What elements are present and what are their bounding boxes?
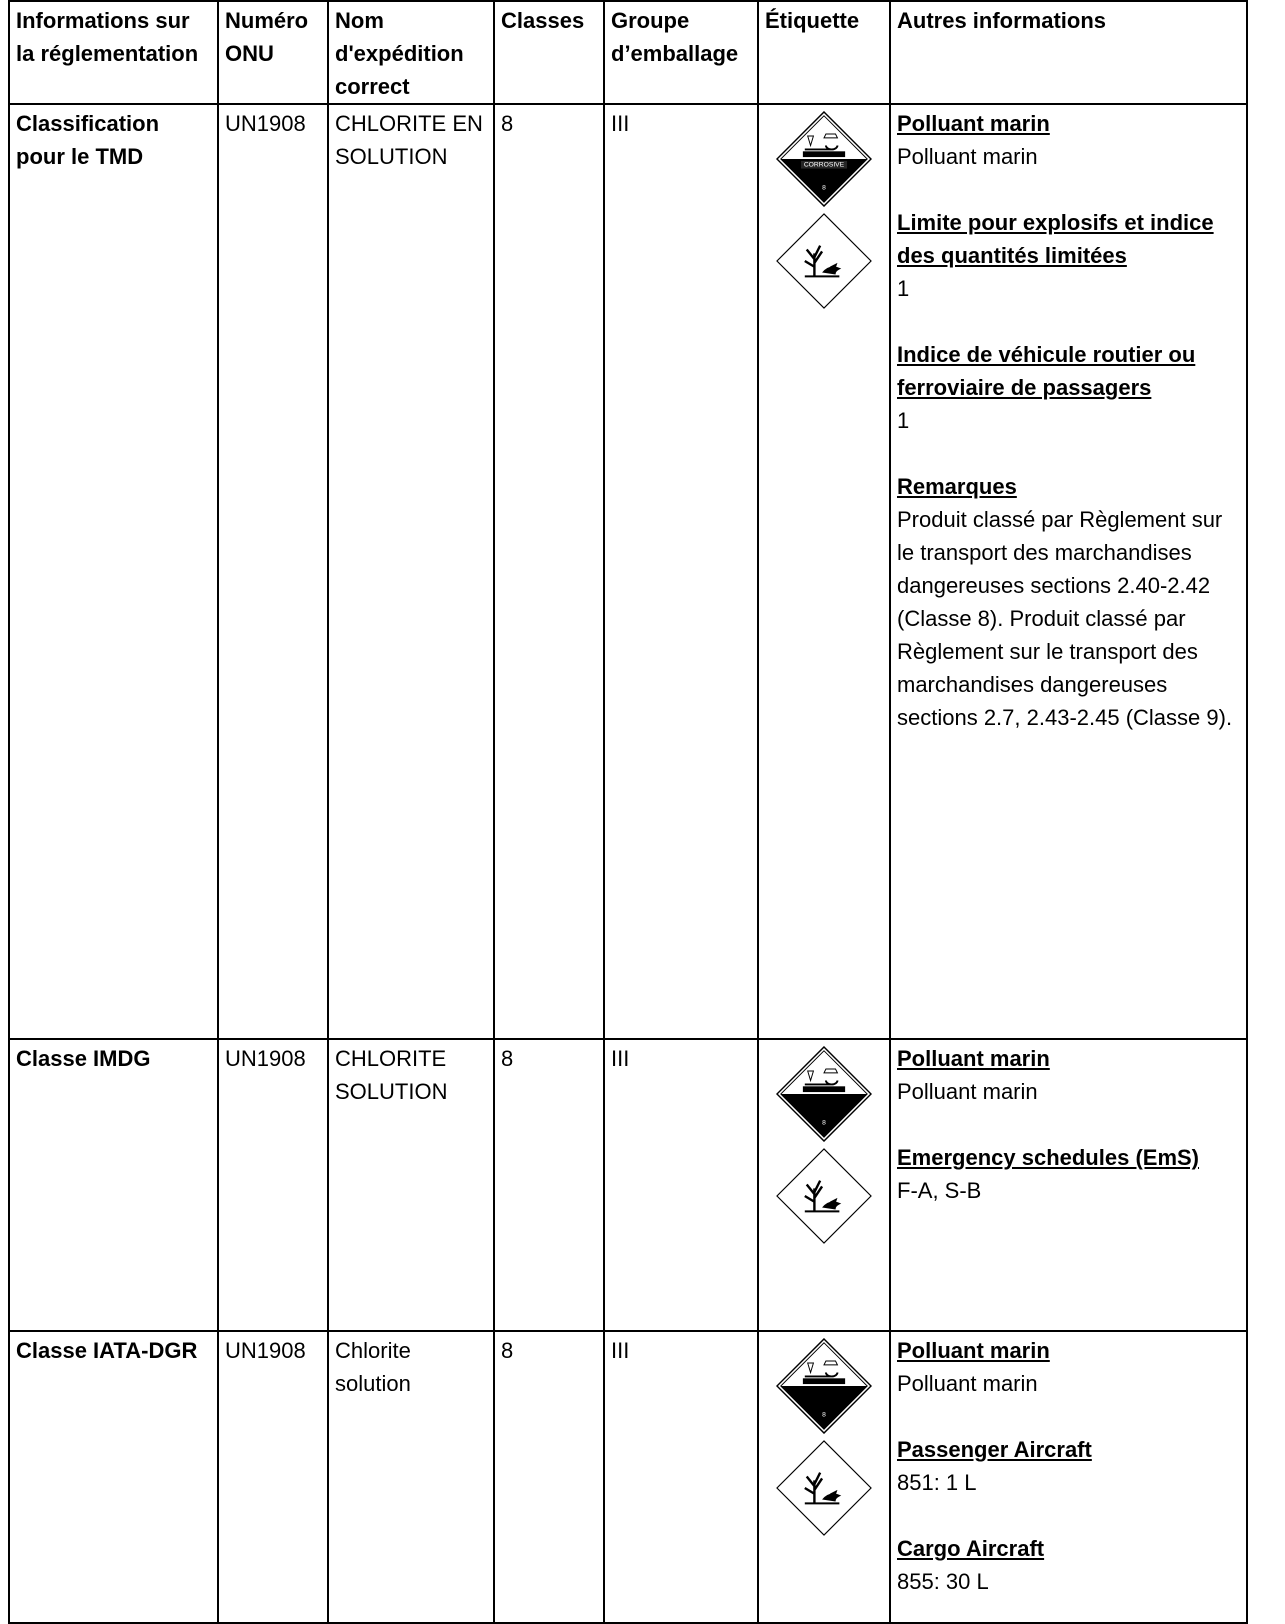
- header-shipping-name: Nom d'expédition correct: [328, 1, 494, 104]
- transport-information-table: [8, 0, 1248, 1624]
- environmental-hazard-icon: [776, 213, 872, 309]
- info-heading: Polluant marin: [897, 1046, 1050, 1071]
- row-class: 8: [494, 1039, 604, 1331]
- info-value: Polluant marin: [897, 1079, 1038, 1104]
- info-heading: Remarques: [897, 474, 1017, 499]
- info-value: 851: 1 L: [897, 1470, 977, 1495]
- row-shipping-name: CHLORITE SOLUTION: [328, 1039, 494, 1331]
- row-labels: [758, 104, 890, 1039]
- info-value: 1: [897, 408, 910, 433]
- row-packing-group: III: [604, 1331, 758, 1623]
- info-heading: Emergency schedules (EmS): [897, 1145, 1200, 1170]
- header-row: [9, 1, 1247, 104]
- header-un-number: Numéro ONU: [218, 1, 328, 104]
- row-shipping-name: Chlorite solution: [328, 1331, 494, 1623]
- info-heading: Indice de véhicule routier ou ferroviaire de passagers: [897, 342, 1196, 400]
- row-labels: [758, 1331, 890, 1623]
- row-other-info: [890, 1039, 1247, 1331]
- row-packing-group: III: [604, 1039, 758, 1331]
- header-regulation: Informations sur la réglementation: [9, 1, 218, 104]
- row-packing-group: III: [604, 104, 758, 1039]
- row-other-info: [890, 104, 1247, 1039]
- row-un-number: UN1908: [218, 1331, 328, 1623]
- row-class: 8: [494, 1331, 604, 1623]
- row-regulation: Classe IATA-DGR: [9, 1331, 218, 1623]
- corrosive-hazard-icon: [776, 111, 872, 207]
- label-class-number: 8: [822, 184, 826, 192]
- label-class-number: 8: [822, 1411, 826, 1419]
- info-heading: Limite pour explosifs et indice des quantités limitées: [897, 210, 1214, 268]
- row-shipping-name: CHLORITE EN SOLUTION: [328, 104, 494, 1039]
- info-value: F-A, S-B: [897, 1178, 982, 1203]
- row-class: 8: [494, 104, 604, 1039]
- info-value: 855: 30 L: [897, 1569, 989, 1594]
- header-label: Étiquette: [758, 1, 890, 104]
- table-row: [9, 104, 1247, 1039]
- table-row: [9, 1039, 1247, 1331]
- header-other-info: Autres informations: [890, 1, 1247, 104]
- label-class-number: 8: [822, 1119, 826, 1127]
- table-row: [9, 1331, 1247, 1623]
- info-value: Polluant marin: [897, 1371, 1038, 1396]
- header-class: Classes: [494, 1, 604, 104]
- info-heading: Polluant marin: [897, 111, 1050, 136]
- row-un-number: UN1908: [218, 104, 328, 1039]
- info-heading: Passenger Aircraft: [897, 1437, 1092, 1462]
- corrosive-hazard-icon: [776, 1046, 872, 1142]
- environmental-hazard-icon: [776, 1148, 872, 1244]
- row-un-number: UN1908: [218, 1039, 328, 1331]
- info-value: Produit classé par Règlement sur le transport des marchandises dangereuses sections 2.40-2.42 (Classe 8). Produit classé par Règlement sur le transport des marchandises dangereuses sections 2.7, 2.43-2.45 (Classe 9).: [897, 507, 1233, 730]
- row-regulation: Classification pour le TMD: [9, 104, 218, 1039]
- corrosive-hazard-icon: [776, 1338, 872, 1434]
- info-heading: Polluant marin: [897, 1338, 1050, 1363]
- row-regulation: Classe IMDG: [9, 1039, 218, 1331]
- header-packing-group: Groupe d’emballage: [604, 1, 758, 104]
- row-other-info: [890, 1331, 1247, 1623]
- corrosive-label-text: CORROSIVE: [803, 161, 845, 169]
- info-value: 1: [897, 276, 910, 301]
- info-heading: Cargo Aircraft: [897, 1536, 1045, 1561]
- environmental-hazard-icon: [776, 1440, 872, 1536]
- row-labels: [758, 1039, 890, 1331]
- info-value: Polluant marin: [897, 144, 1038, 169]
